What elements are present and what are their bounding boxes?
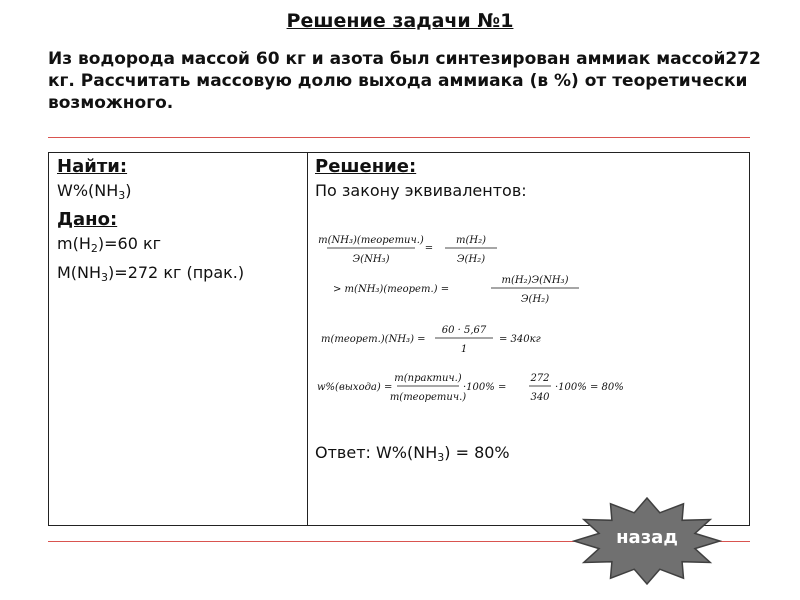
f1-den-left: Э(NH₃): [352, 254, 390, 265]
find-value: $W\%(NH_3)$: [57, 181, 132, 202]
f2-lead: > m(NH₃)(теорет.) =: [333, 284, 450, 295]
f3-den: 1: [460, 344, 468, 355]
solution-table: [48, 152, 750, 526]
f4-den2: 340: [530, 392, 550, 403]
f1-num-left: m(NH₃)(теоретич.): [318, 235, 424, 246]
svg-text:=: =: [424, 243, 434, 254]
problem-statement: Из водорода массой 60 кг и азота был синтезирован аммиак массой272 кг. Рассчитать массовую долю выхода аммиака (в %) от теоретически возможного.: [48, 49, 761, 113]
solution-column: [315, 155, 745, 203]
f3-num: 60 · 5,67: [441, 325, 487, 336]
back-button-label: назад: [616, 527, 678, 548]
f4-num: m(практич.): [394, 373, 462, 384]
given-line-1: $m(H_2)=60$ кг: [57, 234, 162, 255]
f3-lead: m(теорет.)(NH₃) =: [321, 334, 426, 345]
given-column: [57, 155, 302, 290]
given-header: Дано:: [57, 209, 118, 230]
f4-lead: w%(выхода) =: [317, 382, 393, 393]
given-line-2: $M(NH_3)=272$ кг (прак.): [57, 263, 245, 284]
formula-calculation: [311, 317, 611, 361]
f2-den: Э(H₂): [520, 294, 550, 305]
back-button[interactable]: [572, 497, 722, 587]
formula-yield: [311, 365, 641, 411]
solution-intro: По закону эквивалентов:: [315, 181, 527, 200]
formula-theoretical-mass: [311, 267, 611, 311]
slide-title: Решение задачи №1: [286, 10, 514, 32]
find-header: Найти:: [57, 156, 128, 177]
f4-den: m(теоретич.): [389, 392, 467, 403]
answer: Ответ: $W\%(NH_3) = 80\%$: [315, 443, 510, 464]
solution-header: Решение:: [315, 156, 417, 177]
f1-den-right: Э(H₂): [456, 254, 486, 265]
top-rule: [48, 137, 750, 138]
f2-num: m(H₂)Э(NH₃): [501, 275, 569, 286]
f1-num-right: m(H₂): [455, 235, 487, 246]
column-divider: [307, 153, 308, 525]
f3-result: = 340кг: [499, 334, 541, 345]
f4-result: ·100% = 80%: [555, 382, 624, 393]
f4-num2: 272: [530, 373, 550, 384]
f4-mid: ·100% =: [463, 382, 507, 393]
